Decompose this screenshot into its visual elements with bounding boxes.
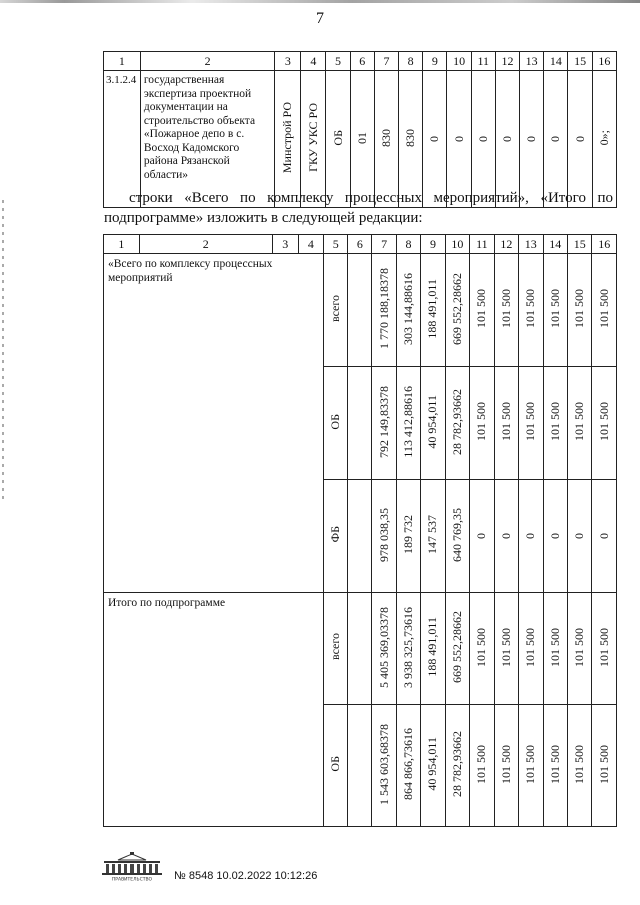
table-header-row <box>104 52 617 71</box>
cell-col14: 101 500 <box>543 254 567 367</box>
cell-col14: 0 <box>543 480 567 593</box>
funding-source: всего <box>323 593 347 705</box>
cell-col10: 28 782,93662 <box>445 367 469 480</box>
activity-code: 3.1.2.4 <box>104 71 141 208</box>
cell-col13: 0 <box>519 480 543 593</box>
cell-col11: 101 500 <box>470 367 494 480</box>
column-number: 1 <box>104 52 141 71</box>
column-number: 15 <box>568 52 592 71</box>
cell-col12: 101 500 <box>494 367 518 480</box>
cell-col12: 101 500 <box>494 705 518 827</box>
cell-col16: 0»; <box>592 71 616 208</box>
cell-col7: 1 543 603,68378 <box>372 705 396 827</box>
cell-col9: 0 <box>423 71 447 208</box>
cell-col11: 101 500 <box>470 593 494 705</box>
cell-col11: 101 500 <box>470 254 494 367</box>
cell-col15: 0 <box>568 71 592 208</box>
funding-source: ОБ <box>323 705 347 827</box>
funding-source: ФБ <box>323 480 347 593</box>
column-number: 9 <box>421 235 445 254</box>
responsible-executor: Минстрой РО <box>275 71 301 208</box>
column-number: 13 <box>520 52 544 71</box>
column-number: 11 <box>470 235 494 254</box>
table-row <box>104 71 617 208</box>
cell-col6 <box>348 480 372 593</box>
cell-col8: 303 144,88616 <box>396 254 420 367</box>
svg-text:ПРАВИТЕЛЬСТВО: ПРАВИТЕЛЬСТВО <box>111 877 153 882</box>
funding-source: всего <box>323 254 347 367</box>
cell-col7: 792 149,83378 <box>372 367 396 480</box>
cell-col15: 101 500 <box>567 254 591 367</box>
cell-col6 <box>348 367 372 480</box>
column-number: 5 <box>326 52 350 71</box>
column-number: 4 <box>298 235 323 254</box>
column-number: 11 <box>471 52 495 71</box>
column-number: 6 <box>350 52 374 71</box>
co-executor: ГКУ УКС РО <box>301 71 326 208</box>
cell-col13: 101 500 <box>519 593 543 705</box>
column-number: 9 <box>423 52 447 71</box>
table-row <box>104 254 617 367</box>
cell-col13: 101 500 <box>519 705 543 827</box>
column-number: 7 <box>374 52 398 71</box>
column-number: 13 <box>519 235 543 254</box>
cell-col6: 01 <box>350 71 374 208</box>
cell-col12: 101 500 <box>494 254 518 367</box>
activity-name: государственная экспертиза проектной документации на строительство объекта «Пожарное депо в с. Восход Кадомского района Рязанской области» <box>140 71 274 208</box>
cell-col6 <box>348 254 372 367</box>
government-building-logo <box>100 852 164 882</box>
cell-col8: 189 732 <box>396 480 420 593</box>
column-number: 15 <box>567 235 591 254</box>
page-number: 7 <box>316 10 324 27</box>
cell-col11: 0 <box>471 71 495 208</box>
cell-col9: 188 491,011 <box>421 254 445 367</box>
scan-edge-left <box>2 200 4 500</box>
cell-col7: 830 <box>374 71 398 208</box>
cell-col11: 0 <box>470 480 494 593</box>
column-number: 2 <box>139 235 272 254</box>
cell-col7: 1 770 188,18378 <box>372 254 396 367</box>
cell-col10: 669 552,28662 <box>445 593 469 705</box>
cell-col8: 864 866,73616 <box>396 705 420 827</box>
cell-col9: 188 491,011 <box>421 593 445 705</box>
cell-col6 <box>348 593 372 705</box>
cell-col10: 28 782,93662 <box>445 705 469 827</box>
cell-col8: 113 412,88616 <box>396 367 420 480</box>
amendment-paragraph: строки «Всего по комплексу процессных мероприятий», «Итого по подпрограмме» изложить в следующей редакции: <box>104 190 613 226</box>
cell-col12: 0 <box>494 480 518 593</box>
column-number: 6 <box>348 235 372 254</box>
cell-col16: 101 500 <box>592 705 617 827</box>
cell-col15: 101 500 <box>567 593 591 705</box>
cell-col9: 40 954,011 <box>421 705 445 827</box>
column-number: 2 <box>140 52 274 71</box>
registration-number: № 8548 10.02.2022 10:12:26 <box>174 870 318 882</box>
column-number: 12 <box>494 235 518 254</box>
cell-col14: 101 500 <box>543 705 567 827</box>
cell-col8: 3 938 325,73616 <box>396 593 420 705</box>
column-number: 16 <box>592 52 616 71</box>
funding-source: ОБ <box>326 71 350 208</box>
cell-col10: 0 <box>447 71 471 208</box>
column-number: 14 <box>544 52 568 71</box>
cell-col16: 101 500 <box>592 367 617 480</box>
column-number: 14 <box>543 235 567 254</box>
cell-col15: 0 <box>567 480 591 593</box>
block-label-subprogram-total: Итого по подпрограмме <box>104 593 324 827</box>
column-number: 3 <box>272 235 298 254</box>
cell-col15: 101 500 <box>567 367 591 480</box>
cell-col8: 830 <box>399 71 423 208</box>
cell-col16: 101 500 <box>592 254 617 367</box>
scan-edge-top <box>0 0 640 3</box>
column-number: 16 <box>592 235 617 254</box>
cell-col16: 0 <box>592 480 617 593</box>
column-number: 1 <box>104 235 140 254</box>
funding-source: ОБ <box>323 367 347 480</box>
column-number: 8 <box>396 235 420 254</box>
cell-col7: 978 038,35 <box>372 480 396 593</box>
cell-col13: 101 500 <box>519 254 543 367</box>
cell-col11: 101 500 <box>470 705 494 827</box>
table-header-row <box>104 235 617 254</box>
table-totals <box>103 234 617 827</box>
column-number: 4 <box>301 52 326 71</box>
cell-col16: 101 500 <box>592 593 617 705</box>
cell-col10: 640 769,35 <box>445 480 469 593</box>
column-number: 7 <box>372 235 396 254</box>
cell-col14: 101 500 <box>543 593 567 705</box>
column-number: 10 <box>445 235 469 254</box>
cell-col13: 101 500 <box>519 367 543 480</box>
cell-col12: 101 500 <box>494 593 518 705</box>
cell-col15: 101 500 <box>567 705 591 827</box>
cell-col9: 40 954,011 <box>421 367 445 480</box>
table-activity-row <box>103 51 617 208</box>
block-label-complex-total: «Всего по комплексу процессных мероприятий <box>104 254 324 593</box>
cell-col7: 5 405 369,03378 <box>372 593 396 705</box>
table-row <box>104 593 617 705</box>
cell-col6 <box>348 705 372 827</box>
column-number: 3 <box>275 52 301 71</box>
column-number: 5 <box>323 235 347 254</box>
column-number: 10 <box>447 52 471 71</box>
column-number: 8 <box>399 52 423 71</box>
cell-col13: 0 <box>520 71 544 208</box>
cell-col14: 101 500 <box>543 367 567 480</box>
cell-col14: 0 <box>544 71 568 208</box>
cell-col9: 147 537 <box>421 480 445 593</box>
cell-col10: 669 552,28662 <box>445 254 469 367</box>
cell-col12: 0 <box>495 71 519 208</box>
column-number: 12 <box>495 52 519 71</box>
